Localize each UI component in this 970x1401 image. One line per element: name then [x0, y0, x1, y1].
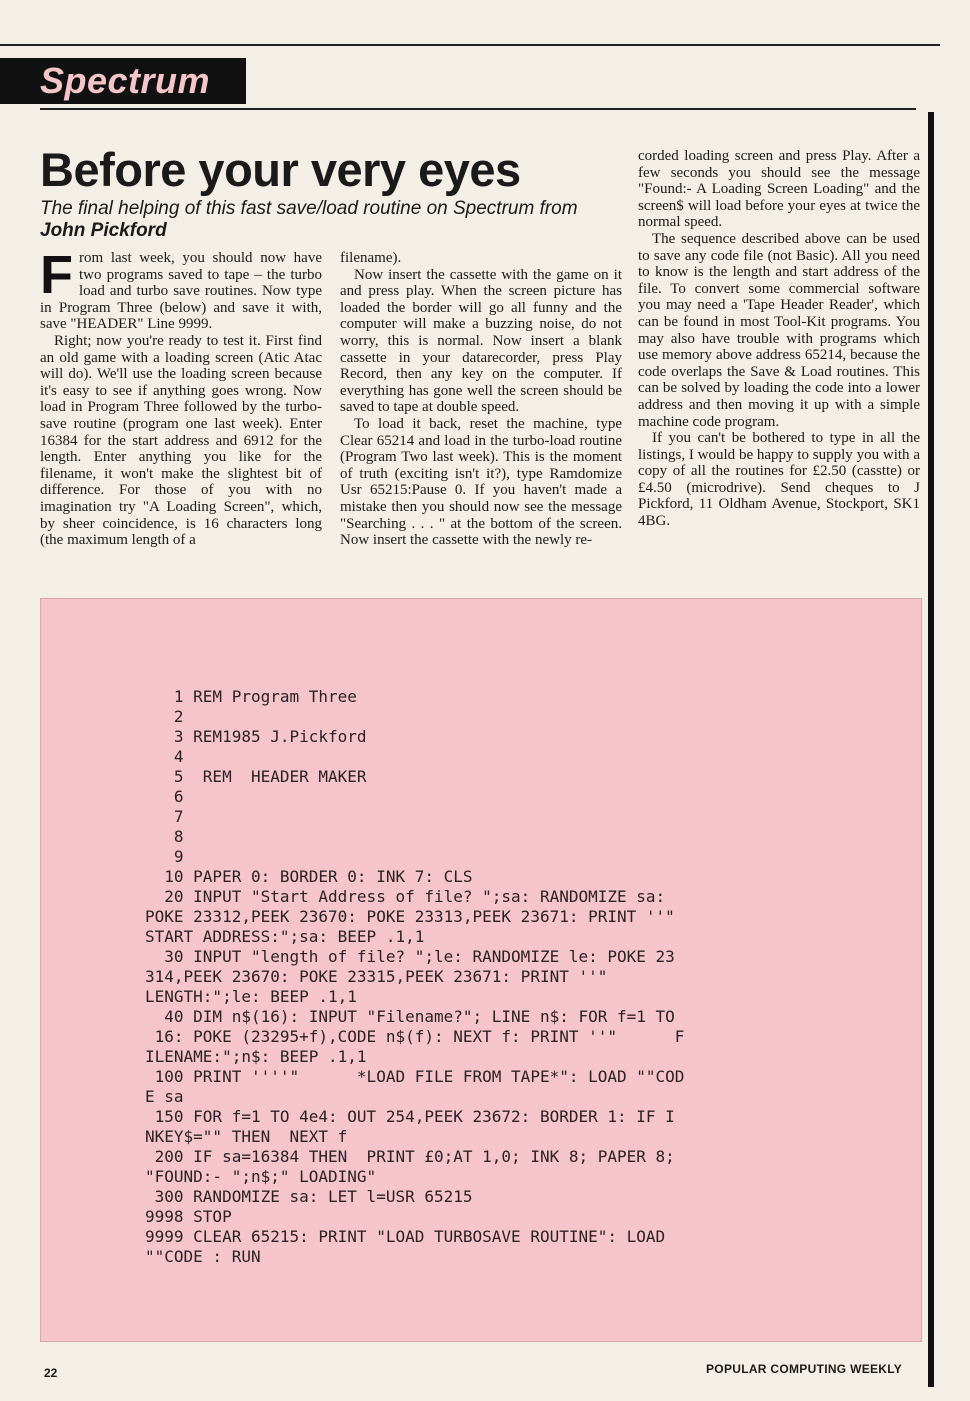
article-standfirst: [40, 198, 600, 242]
program-listing-code: 1 REM Program Three 2 3 REM1985 J.Pickford 4 5 REM HEADER MAKER 6 7 8 9 10 PAPER 0: BORDER 0: INK 7: CLS 20 INPUT "Start Address of file? ";sa: RANDOMIZE sa: POKE 23312,PEEK 23670: POKE 23313,PEEK 23671: PRINT ''" START ADDRESS:";sa: BEEP .1,1 30 INPUT "length of file? ";le: RANDOMIZE le: POKE 23 314,PEEK 23670: POKE 23315,PEEK 23671: PRINT ''" LENGTH:";le: BEEP .1,1 40 DIM n$(16): INPUT "Filename?"; LINE n$: FOR f=1 TO 16: POKE (23295+f),CODE n$(f): NEXT f: PRINT ''" F ILENAME:";n$: BEEP .1,1 100 PRINT ''''" *LOAD FILE FROM TAPE*": LOAD ""COD E sa 150 FOR f=1 TO 4e4: OUT 254,PEEK 23672: BORDER 1: IF I NKEY$="" THEN NEXT f 200 IF sa=16384 THEN PRINT £0;AT 1,0; INK 8; PAPER 8; "FOUND:- ";n$;" LOADING" 300 RANDOMIZE sa: LET l=USR 65215 9998 STOP 9999 CLEAR 65215: PRINT "LOAD TURBOSAVE ROUTINE": LOAD ""CODE : RUN: [145, 687, 685, 1266]
header-rule: [40, 108, 916, 110]
paragraph-text: rom last week, you should now have two programs saved to tape – the turbo load and turbo save routines. Now type in Program Three (below) and save it with, save "HEADER" Line 9999.: [40, 250, 322, 333]
section-title: Spectrum: [40, 60, 211, 101]
drop-cap: F: [40, 245, 73, 305]
right-margin-bar: [928, 112, 934, 1387]
author-name: John Pickford: [40, 220, 167, 241]
paragraph: [40, 245, 322, 333]
magazine-name: POPULAR COMPUTING WEEKLY: [706, 1362, 903, 1376]
standfirst-text: The final helping of this fast save/load routine on Spectrum from: [40, 198, 578, 219]
article-column-3: [638, 148, 920, 530]
paragraph: filename).: [340, 250, 402, 266]
paragraph: To load it back, reset the machine, type Clear 65214 and load in the turbo-load routine (Program Two last week). This is the moment of truth (exciting isn't it?), type Ramdomize Usr 65215:Pause 0. If you haven't made a mistake then you should now see the message "Searching . . . " at the bottom of the screen. Now insert the cassette with the newly re-: [340, 415, 622, 549]
paragraph: corded loading screen and press Play. After a few seconds you should see the message "Found:- A Loading Screen Loading" and the screen$ will load before your eyes at twice the normal speed.: [638, 148, 920, 231]
top-rule: [0, 44, 940, 46]
paragraph: Now insert the cassette with the game on it and press play. When the screen picture has loaded the border will go all funny and the computer will make a buzzing noise, do not worry, this is normal. Now insert a blank cassette in your datarecorder, press Play Record, then any key on the computer. If everything has gone well the screen should be saved to tape at double speed.: [340, 266, 622, 416]
article-column-1: [40, 245, 322, 549]
paragraph: Right; now you're ready to test it. First find an old game with a loading screen (Atic Atac will do). We'll use the loading screen because it's easy to see if anything goes wrong. Now load in Program Three followed by the turbo-save routine (program one last week). Enter 16384 for the start address and 6912 for the length. Enter anything you like for the filename, it won't make the slightest bit of difference. For those of you with no imagination try "A Loading Screen", which, by sheer coincidence, is 16 characters long (the maximum length of a: [40, 332, 322, 549]
article-headline: Before your very eyes: [40, 143, 521, 196]
paragraph: If you can't be bothered to type in all the listings, I would be happy to supply you with a copy of all the routines for £2.50 (casstte) or £4.50 (microdrive). Send cheques to J Pickford, 11 Oldham Avenue, Stockport, SK1 4BG.: [638, 430, 920, 530]
program-listing-box: [40, 598, 922, 1342]
section-banner: [0, 58, 246, 104]
page-number: 22: [44, 1366, 58, 1380]
paragraph: The sequence described above can be used to save any code file (not Basic). All you need to know is the length and start address of the file. To convert some commercial software you may need a 'Tape Header Reader', which can be found in most Tool-Kit programs. You may also have trouble with programs which use memory above address 65214, because the code overlaps the Save & Load routines. This can be solved by loading the code into a lower address and then moving it up with a simple machine code program.: [638, 230, 920, 430]
article-column-2: [340, 250, 622, 549]
